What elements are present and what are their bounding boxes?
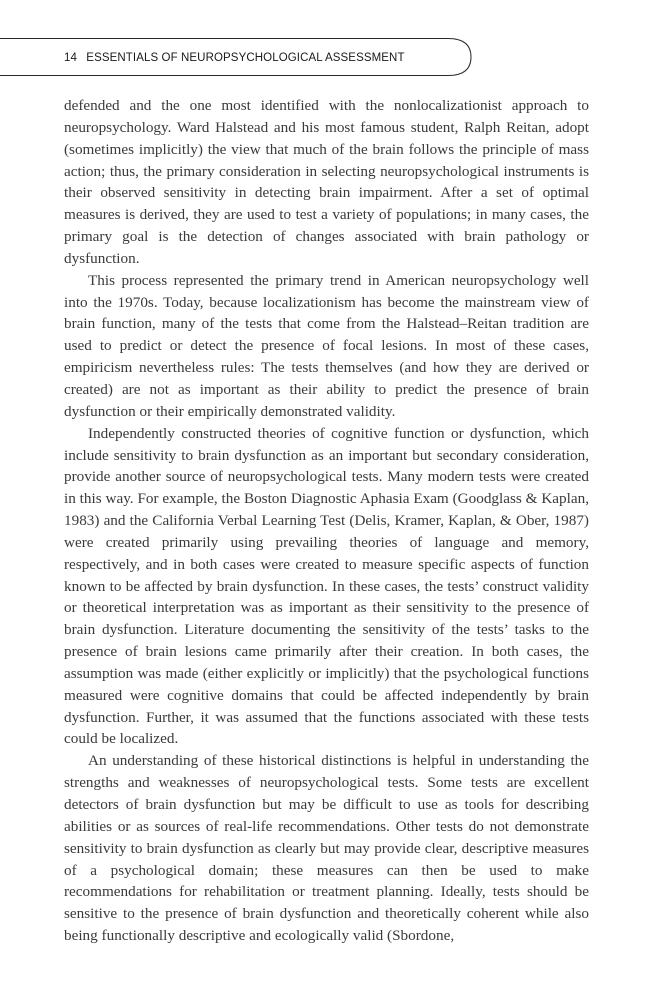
- paragraph: This process represented the primary trend in American neuropsychology well into the 1970s. Today, because localizationism has become the mainstream view of brain function, many of the tests that come from the Halstead–Reitan tradition are used to predict or detect the presence of focal lesions. In most of these cases, empiricism nevertheless rules: The tests themselves (and how they are derived or created) are not as important as their ability to predict the presence of brain dysfunction or their empirically demonstrated validity.: [64, 271, 589, 420]
- running-head: [0, 38, 472, 76]
- paragraph: Independently constructed theories of cognitive function or dysfunction, which include sensitivity to brain dysfunction as an important but secondary consideration, provide another source of neuropsychological tests. Many modern tests were created in this way. For example, the Boston Diagnostic Aphasia Exam (Goodglass & Kaplan, 1983) and the California Verbal Learning Test (Delis, Kramer, Kaplan, & Ober, 1987) were created primarily using prevailing theories of language and memory, respectively, and in both cases were created to measure specific aspects of function known to be affected by brain dysfunction. In these cases, the tests’ construct validity or theoretical interpretation was as important as their sensitivity to the presence of brain dysfunction. Literature documenting the sensitivity of the tests’ tasks to the presence of brain lesions came primarily after their creation. In both cases, the assumption was made (either explicitly or implicitly) that the psychological functions measured were cognitive domains that could be affected independently by brain dysfunction. Further, it was assumed that the functions associated with these tests could be localized.: [64, 424, 589, 748]
- paragraph: defended and the one most identified with the nonlocalizationist approach to neuropsychology. Ward Halstead and his most famous student, Ralph Reitan, adopt (sometimes implicitly) the view that much of the brain follows the principle of mass action; thus, the primary consideration in selecting neuropsychological instruments is their observed sensitivity in detecting brain impairment. After a set of optimal measures is derived, they are used to test a variety of populations; in many cases, the primary goal is the detection of changes associated with brain pathology or dysfunction.: [64, 97, 589, 267]
- page-number: 14: [64, 52, 77, 64]
- running-title: ESSENTIALS OF NEUROPSYCHOLOGICAL ASSESSMENT: [86, 52, 405, 64]
- running-head-text: [64, 52, 405, 64]
- paragraph: An understanding of these historical distinctions is helpful in understanding the strengths and weaknesses of neuropsychological tests. Some tests are excellent detectors of brain dysfunction but may be difficult to use as tools for describing abilities or as sources of real-life recommendations. Other tests do not demonstrate sensitivity to brain dysfunction as clearly but may provide clear, descriptive measures of a psychological domain; these measures can then be used to make recommendations for rehabilitation or treatment planning. Ideally, tests should be sensitive to the presence of brain dysfunction and theoretically coherent while also being functionally descriptive and ecologically valid (Sbordone,: [64, 752, 589, 945]
- body-text: [64, 95, 589, 947]
